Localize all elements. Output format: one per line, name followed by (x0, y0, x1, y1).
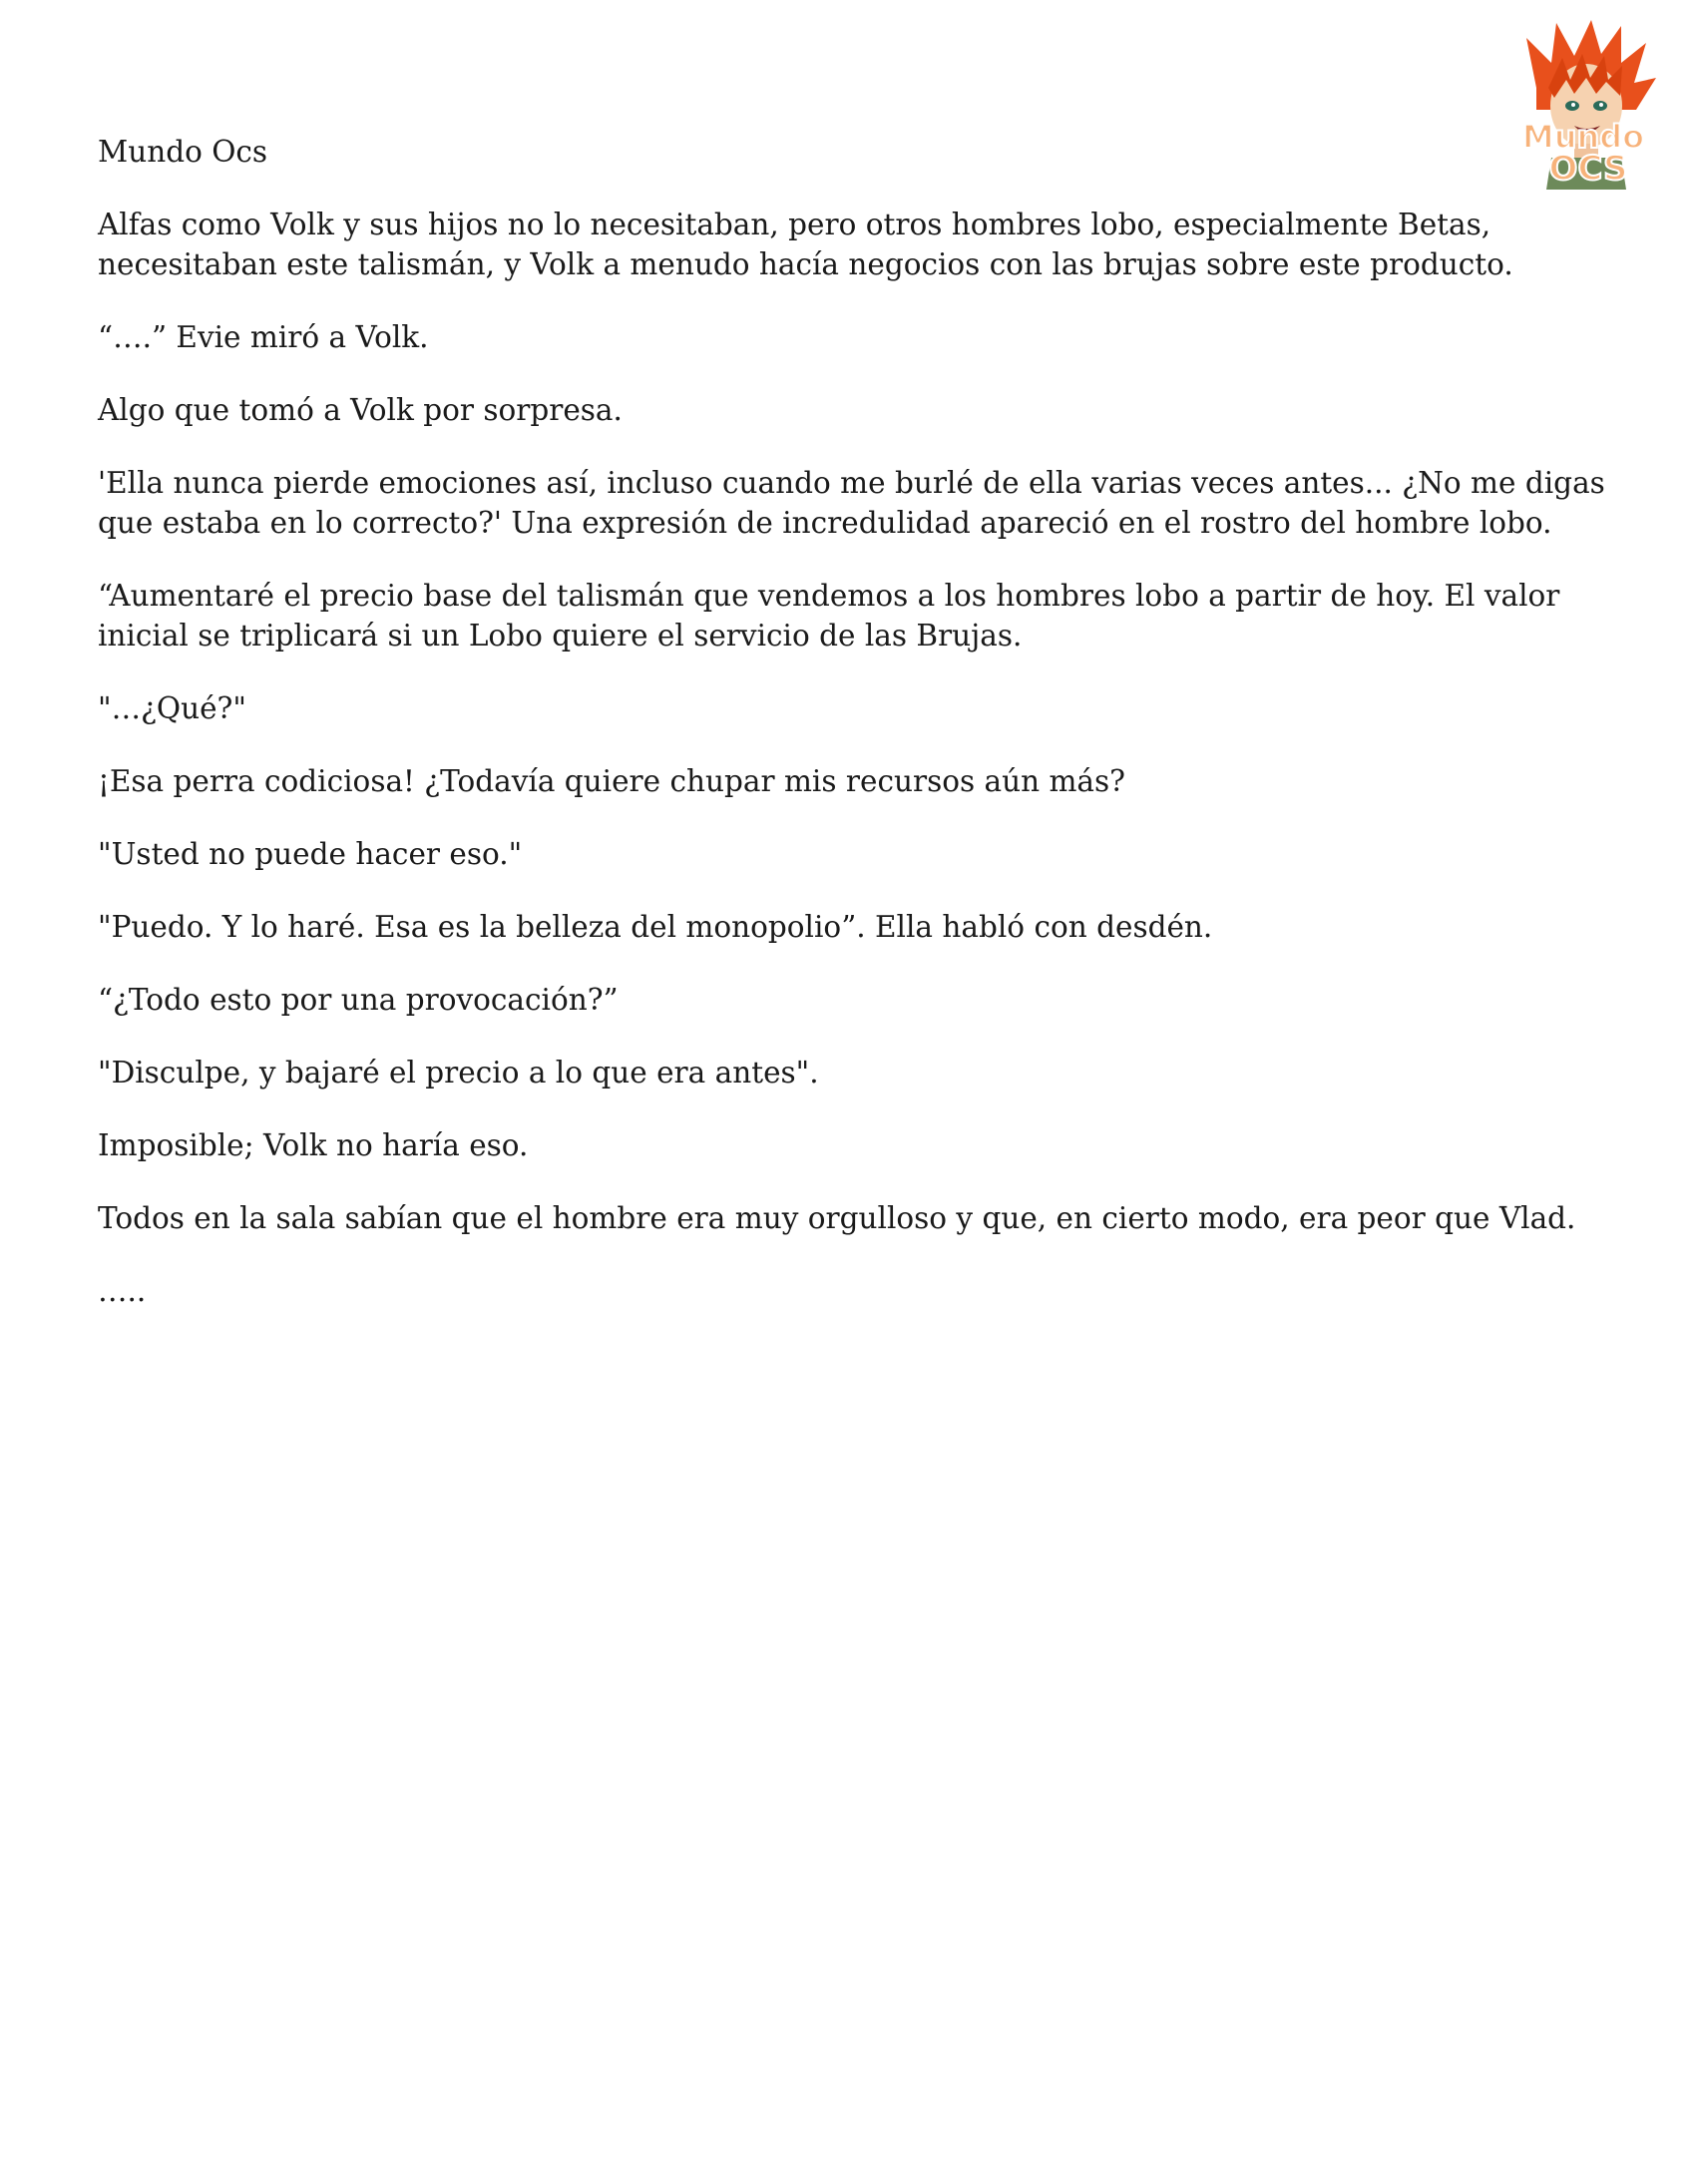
paragraph: “Aumentaré el precio base del talismán que vendemos a los hombres lobo a partir de hoy. El valor inicial se triplicará si un Lobo quiere el servicio de las Brujas. (98, 579, 1560, 653)
paragraph: "Usted no puede hacer eso." (98, 837, 523, 871)
paragraph: Algo que tomó a Volk por sorpresa. (98, 393, 623, 427)
paragraph: Alfas como Volk y sus hijos no lo necesitaban, pero otros hombres lobo, especialmente Betas, necesitaban este talismán, y Volk a menudo hacía negocios con las brujas sobre este producto. (98, 208, 1513, 281)
paragraph: 'Ella nunca pierde emociones así, incluso cuando me burlé de ella varias veces antes... ¿No me digas que estaba en lo correcto?' Una expresión de incredulidad apareció en el rostro del hombre lobo. (98, 466, 1605, 540)
document-body (98, 132, 1624, 1344)
paragraph: "Puedo. Y lo haré. Esa es la belleza del monopolio”. Ella habló con desdén. (98, 910, 1213, 944)
logo-text-line1: Mundo (1521, 118, 1645, 156)
paragraph: ¡Esa perra codiciosa! ¿Todavía quiere chupar mis recursos aún más? (98, 764, 1125, 798)
paragraph: Todos en la sala sabían que el hombre era muy orgulloso y que, en cierto modo, era peor que Vlad. (98, 1201, 1576, 1235)
paragraph: "Disculpe, y bajaré el precio a lo que era antes". (98, 1056, 819, 1090)
logo-text-line2: OCS (1548, 149, 1628, 189)
paragraph: “¿Todo esto por una provocación?” (98, 983, 619, 1017)
site-name-header: Mundo Ocs (98, 135, 268, 169)
paragraph: Imposible; Volk no haría eso. (98, 1128, 529, 1162)
paragraph: “….” Evie miró a Volk. (98, 320, 429, 354)
section-ellipsis: ….. (98, 1274, 147, 1308)
paragraph: "…¿Qué?" (98, 691, 246, 725)
